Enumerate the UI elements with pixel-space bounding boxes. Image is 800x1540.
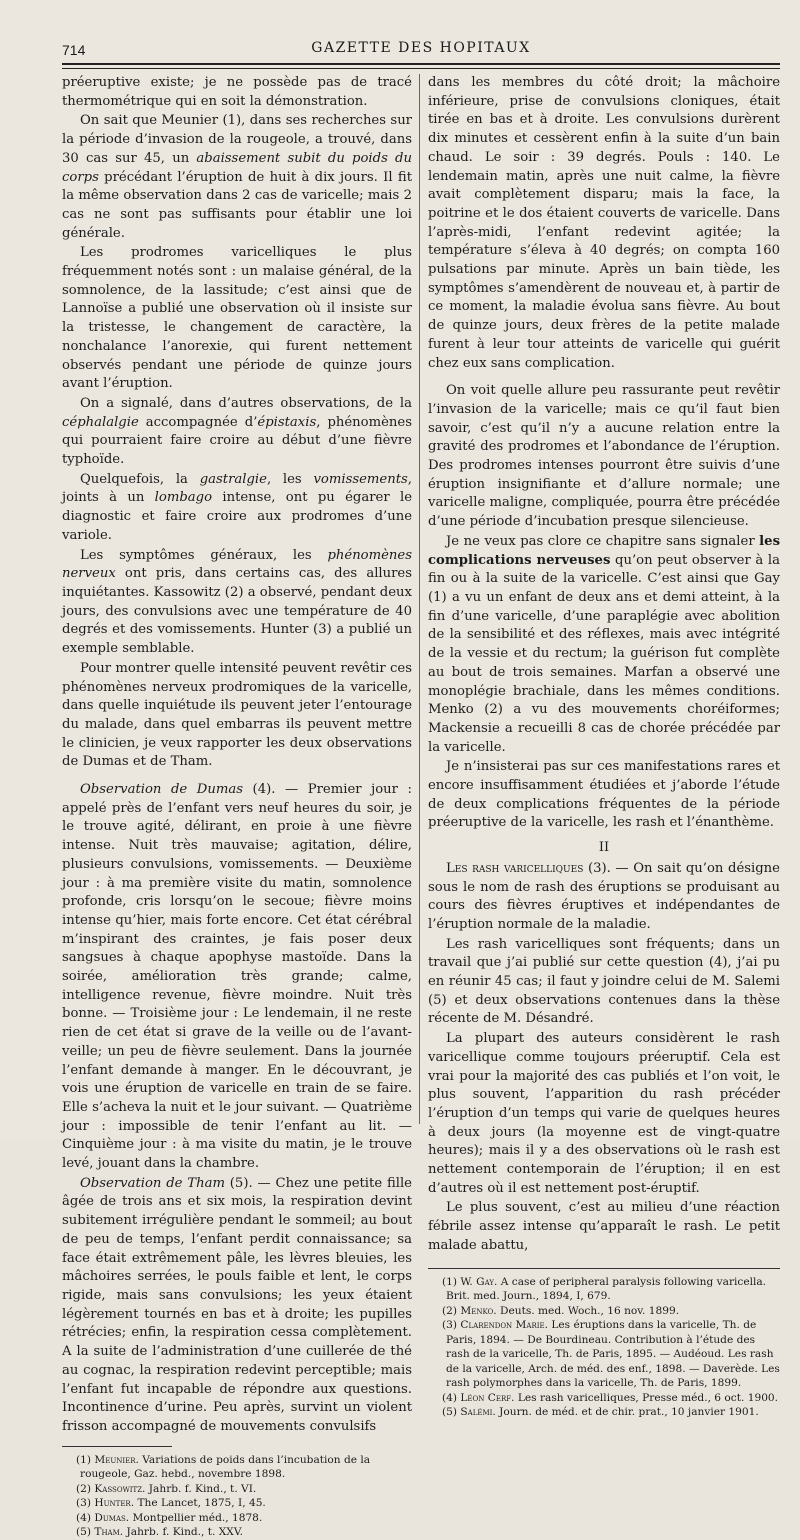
footnote-author: Clarendon Marie.: [460, 1319, 548, 1332]
paragraph: Les rash varicelliques sont fréquents; dans un travail que j’ai publié sur cette question (4), j’ai pu en réunir 45 cas; il faut y joindre celui de M. Salemi (5) et deux observations contenues dans la thèse récente de M. Désandré.: [428, 936, 780, 1027]
paragraph: [428, 860, 780, 935]
paragraph: Pour montrer quelle intensité peuvent revêtir ces phénomènes nerveux prodromiques de la varicelle, dans quelle inquiétude ils peuvent jeter l’entourage du malade, dans quel embarras ils peuvent mettre le clinicien, je veux rapporter les deux observations de Dumas et de Tham.: [62, 660, 412, 770]
paragraph: [62, 547, 412, 659]
journal-title: GAZETTE DES HOPITAUX: [311, 40, 531, 56]
footnote-author: W. Gay.: [460, 1275, 498, 1288]
observation-tham: [62, 1175, 412, 1437]
text-run: , phénomènes qui pourraient faire croire au début d’une fièvre typhoïde.: [62, 414, 412, 468]
paragraph: dans les membres du côté droit; la mâchoire inférieure, prise de convulsions cloniques, était tirée en bas et à droite. Les convulsions durèrent dix minutes et cessèrent enfin à la suite d’un bain chaud. Le soir : 39 degrés. Pouls : 140. Le lendemain matin, après une nuit calme, la fièvre avait complètement disparu; mais la face, la poitrine et le dos étaient couverts de varicelle. Dans l’après-midi, l’enfant redevint agitée; la température s’éleva à 40 degrés; on compta 160 pulsations par minute. Après un bain tiède, les symptômes s’amendèrent de nouveau et, à partir de ce moment, la maladie évolua sans fièvre. Au bout de quinze jours, deux frères de la petite malade furent à leur tour atteints de varicelle qui guérit chez eux sans complication.: [428, 75, 780, 371]
right-column: [428, 74, 780, 1420]
paragraph: [62, 395, 412, 470]
paragraph: La plupart des auteurs considèrent le rash varicellique comme toujours préeruptif. Cela est vrai pour la majorité des cas publiés et l’on voit, le plus souvent, l’apparition du rash précéder l’éruption d’un temps qui varie de quelques heures à deux jours (la moyenne est de vingt-quatre heures); mais il y a des observations où le rash est nettement contemporain de l’éruption; il en est d’autres où il est nettement post-éruptif.: [428, 1031, 780, 1196]
footnotes-left: [62, 1453, 412, 1540]
footnote: [62, 1525, 412, 1540]
paragraph: préeruptive existe; je ne possède pas de tracé thermométrique qui en soit la démonstration.: [62, 75, 412, 109]
text-run: , les: [266, 471, 314, 487]
footnote-text: A case of peripheral paralysis following varicella. Brit. med. Journ., 1894, I, 679.: [446, 1275, 767, 1303]
footnote-author: Dumas.: [94, 1511, 130, 1524]
footnote-text: Journ. de méd. et de chir. prat., 10 janvier 1901.: [495, 1406, 759, 1419]
text-run: (3). — On sait qu’on désigne sous le nom de rash des éruptions se produisant au cours des fièvres éruptives et indépendantes de l’éruption normale de la maladie.: [428, 860, 780, 932]
text-run: On a signalé, dans d’autres observations, de la: [80, 395, 412, 411]
footnote-number: (4): [76, 1511, 92, 1524]
footnote: [428, 1405, 780, 1420]
text-run: accompagnée d’: [138, 414, 258, 430]
paragraph: Je n’insisterai pas sur ces manifestations rares et encore insuffisamment étudiées et j’aborde l’étude de deux complications fréquentes de la période préeruptive de la varicelle, les rash et l’énanthème.: [428, 759, 780, 831]
footnote: [428, 1275, 780, 1304]
text-run: Les symptômes généraux, les: [80, 547, 328, 563]
small-caps-heading: Les rash varicelliques: [446, 860, 584, 876]
page-number: 714: [62, 42, 86, 58]
text-run: ont pris, dans certains cas, des allures inquiétantes. Kassowitz (2) a observé, pendant deux jours, des convulsions avec une température de 40 degrés et des vomissements. Hunter (3) a publié un exemple semblable.: [62, 566, 412, 657]
footnote-text: Les rash varicelliques, Presse méd., 6 oct. 1900.: [514, 1391, 779, 1404]
footnote-number: (3): [76, 1497, 92, 1510]
text-run: (5). — Chez une petite fille âgée de trois ans et six mois, la respiration devint subitement irrégulière pendant le sommeil; au bout de peu de temps, l’enfant perdit connaissance; sa face était extrêmement pâle, les lèvres bleuies, les mâchoires serrées, le pouls faible et lent, le corps rigide, mais sans convulsions; les yeux étaient légèrement tournés en bas et à droite; les pupilles rétrécies; enfin, la respiration cessa complètement. A la suite de l’administration d’une cuillerée de thé au cognac, la respiration redevint perceptible; mais l’enfant fut incapable de répondre aux questions. Incontinence d’urine. Peu après, survint un violent frisson accompagné de mouvements convulsifs: [62, 1175, 412, 1434]
emphasis: phénomènes nerveux: [62, 547, 412, 582]
footnote-text: Montpellier méd., 1878.: [129, 1511, 263, 1524]
header-rule-thick: [62, 63, 780, 65]
left-column: [62, 74, 412, 1540]
emphasis: gastralgie: [199, 471, 267, 487]
footnote: [428, 1391, 780, 1406]
footnotes-right: [428, 1275, 780, 1420]
footnote-text: Les éruptions dans la varicelle, Th. de Paris, 1894. — De Bourdineau. Contribution à l’étude des rash de la varicelle, Th. de Paris, 1895. — Audéoud. Les rash de la varicelle, Arch. de méd. des enf., 1898. — Daverède. Les rash polymorphes dans la varicelle, Th. de Paris, 1899.: [446, 1319, 780, 1390]
column-divider: [419, 74, 420, 1124]
footnote-author: Meunier.: [94, 1453, 139, 1466]
footnote-rule: [62, 1446, 172, 1447]
footnote: [62, 1482, 412, 1497]
paragraph: [428, 533, 780, 757]
paragraph: On voit quelle allure peu rassurante peut revêtir l’invasion de la varicelle; mais ce qu’il faut bien savoir, c’est qu’il n’y a aucune relation entre la gravité des prodromes et l’abondance de l’éruption. Des prodromes intenses pourront être suivis d’une éruption insignifiante et d’allure normale; une varicelle maligne, compliquée, pourra être précédée d’une période d’incubation presque silencieuse.: [428, 383, 780, 530]
text-run: (4). — Premier jour : appelé près de l’enfant vers neuf heures du soir, je le trouve agité, délirant, en proie à une fièvre intense. Nuit très mauvaise; agitation, délire, plusieurs convulsions, vomissements. — Deuxième jour : à ma première visite du matin, somnolence profonde, cris lorsqu’on le secoue; fièvre moins intense qu’hier, mais forte encore. Cet état cérébral m’inspirant des craintes, je fais poser deux sangsues à chaque apophyse mastoïde. Dans la soirée, amélioration très grande; calme, intelligence revenue, fièvre moindre. Nuit très bonne. — Troisième jour : Le lendemain, il ne reste rien de cet état si grave de la veille ou de l’avant-veille; un peu de fièvre seulement. Dans la journée l’enfant demande à manger. En le découvrant, je vois une éruption de varicelle en train de se faire. Elle s’acheva la nuit et le jour suivant. — Quatrième jour : impossible de tenir l’enfant au lit. — Cinquième jour : à ma visite du matin, je le trouve levé, jouant dans la chambre.: [62, 782, 412, 1172]
footnote-number: (2): [76, 1482, 92, 1495]
footnote-number: (4): [442, 1391, 458, 1404]
paragraph: [62, 471, 412, 546]
footnote-author: Tham.: [94, 1526, 124, 1539]
footnote-number: (5): [76, 1526, 92, 1539]
text-run: On sait que Meunier (1), dans ses recherches sur la période d’invasion de la rougeole, a trouvé, dans 30 cas sur 45, un: [62, 113, 412, 166]
observation-dumas: [62, 781, 412, 1174]
text-run: intense, ont pu égarer le diagnostic et faire croire aux prodromes d’une variole.: [62, 490, 412, 543]
strong-text: les complications nerveuses: [428, 533, 780, 568]
paragraph: [62, 112, 412, 243]
footnote-author: Kassowitz.: [94, 1482, 146, 1495]
observation-title: Observation de Tham: [80, 1175, 225, 1191]
text-run: Je ne veux pas clore ce chapitre sans signaler: [446, 533, 760, 549]
observation-title: Observation de Dumas: [80, 782, 243, 798]
text-run: Quelquefois, la: [80, 471, 200, 487]
section-heading: II: [598, 840, 610, 856]
text-run: , joints à un: [62, 471, 412, 506]
text-run: précédant l’éruption de huit à dix jours. Il fit la même observation dans 2 cas de varicelle; mais 2 cas ne sont pas suffisants pour établir une loi générale.: [62, 169, 412, 241]
emphasis: abaissement subit du poids du corps: [62, 150, 412, 185]
footnote-author: Léon Cerf.: [460, 1391, 515, 1404]
header-rule-thin: [62, 68, 780, 69]
footnote-number: (3): [442, 1319, 458, 1332]
paragraph: Les prodromes varicelliques le plus fréquemment notés sont : un malaise général, de la somnolence, de la lassitude; c’est ainsi que de Lannoïse a publié une observation où il insiste sur la tristesse, le changement de caractère, la nonchalance l’anorexie, qui furent nettement observés pendant une période de quinze jours avant l’éruption.: [62, 245, 412, 392]
footnote-author: Salémi.: [460, 1406, 496, 1419]
footnote-text: Jahrb. f. Kind., t. XXV.: [123, 1526, 244, 1539]
emphasis: épistaxis: [257, 414, 317, 430]
footnote: [428, 1318, 780, 1391]
footnote-text: Variations de poids dans l’incubation de la rougeole, Gaz. hebd., novembre 1898.: [80, 1453, 371, 1481]
paragraph: Le plus souvent, c’est au milieu d’une réaction fébrile assez intense qu’apparaît le rash. Le petit malade abattu,: [428, 1200, 780, 1253]
footnote-rule: [428, 1268, 780, 1269]
footnote-number: (2): [442, 1304, 458, 1317]
page-header: [62, 40, 780, 62]
footnote: [62, 1453, 412, 1482]
footnote-author: Menko.: [460, 1304, 497, 1317]
footnote-number: (1): [76, 1453, 92, 1466]
text-run: qu’on peut observer à la fin ou à la suite de la varicelle. C’est ainsi que Gay (1) a vu un enfant de deux ans et demi atteint, à la fin d’une varicelle, d’une paraplégie avec abolition de la sensibilité et des réflexes, mais avec intégrité de la vessie et du rectum; la guérison fut complète au bout de trois semaines. Marfan a observé une monoplégie brachiale, dans les mêmes conditions. Menko (2) a vu des mouvements choréiformes; Mackensie a recueilli 8 cas de chorée précédée par la varicelle.: [428, 552, 780, 755]
footnote: [428, 1304, 780, 1319]
footnote-text: Deuts. med. Woch., 16 nov. 1899.: [496, 1304, 680, 1317]
footnote: [62, 1511, 412, 1526]
footnote-number: (1): [442, 1275, 458, 1288]
emphasis: vomissements: [313, 471, 408, 487]
footnote-text: The Lancet, 1875, I, 45.: [134, 1497, 266, 1510]
footnote: [62, 1496, 412, 1511]
emphasis: céphalalgie: [62, 414, 139, 430]
emphasis: lombago: [154, 490, 213, 506]
footnote-number: (5): [442, 1406, 458, 1419]
footnote-author: Hunter.: [94, 1497, 135, 1510]
footnote-text: Jahrb. f. Kind., t. VI.: [145, 1482, 257, 1495]
